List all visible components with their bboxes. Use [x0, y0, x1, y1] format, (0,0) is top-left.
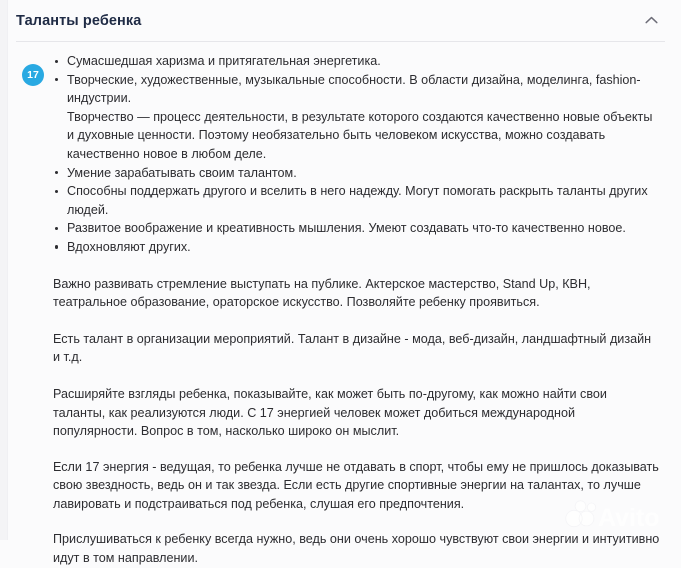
paragraph: Расширяйте взгляды ребенка, показывайте, как может быть по-другому, как можно найти свои таланты, как реализуются люди. С 17 энергией человек может добиться международной популярности. Вопрос в том, насколько широко он мыслит.	[53, 386, 607, 439]
energy-number-badge: 17	[22, 64, 44, 86]
paragraph: Прислушиваться к ребенку всегда нужно, ведь они очень хорошо чувствуют свои энергии и интуитивно идут в том направлении.	[53, 532, 660, 566]
chevron-up-icon	[645, 16, 658, 25]
spacer	[52, 441, 661, 458]
list-item: Развитое воображение и креативность мышления. Умеют создавать что-то качественно новое.	[52, 219, 661, 238]
paragraph: Есть талант в организации мероприятий. Талант в дизайне - мода, веб-дизайн, ландшафтный дизайн и т.д.	[53, 331, 652, 365]
list-item: Умение зарабатывать своим талантом.	[52, 164, 661, 183]
panel-body	[0, 52, 681, 568]
talents-bullet-list	[52, 52, 661, 257]
collapse-toggle-button[interactable]	[638, 8, 664, 34]
spacer	[52, 513, 661, 530]
content-row	[16, 52, 665, 568]
accordion-header-talents[interactable]	[16, 0, 665, 41]
page-title: Таланты ребенка	[16, 12, 142, 29]
header-divider	[16, 41, 665, 42]
spacer	[52, 312, 661, 330]
list-item: Вдохновляют других.	[52, 238, 661, 257]
paragraph: Если 17 энергия - ведущая, то ребенка лучше не отдавать в спорт, чтобы ему не пришлось доказывать свою звездность, ведь он и так звезда. Если есть другие спортивные энергии на талантах, то лучше лавировать и подстраиваться под ребенка, слушая его предпочтения.	[53, 459, 659, 511]
avito-watermark-text: Avito	[598, 504, 660, 532]
list-item: Способны поддержать другого и вселить в него надежду. Могут помогать раскрыть таланты других людей.	[52, 182, 661, 219]
spacer	[52, 367, 661, 385]
list-item: Творческие, художественные, музыкальные способности. В области дизайна, моделинга, fashion-индустрии.	[52, 71, 661, 108]
text-column	[52, 52, 665, 568]
list-item-note: Творчество — процесс деятельности, в результате которого создаются качественно новые объекты и духовные ценности. Поэтому необязательно быть человеком искусства, можно создавать качественно новое в любом деле.	[67, 109, 653, 161]
list-item: Сумасшедшая харизма и притягательная энергетика.	[52, 52, 661, 71]
spacer	[52, 257, 661, 275]
paragraph: Важно развивать стремление выступать на публике. Актерское мастерство, Stand Up, КВН, театральное образование, ораторское искусство. Позволяйте ребенку проявиться.	[53, 276, 591, 310]
